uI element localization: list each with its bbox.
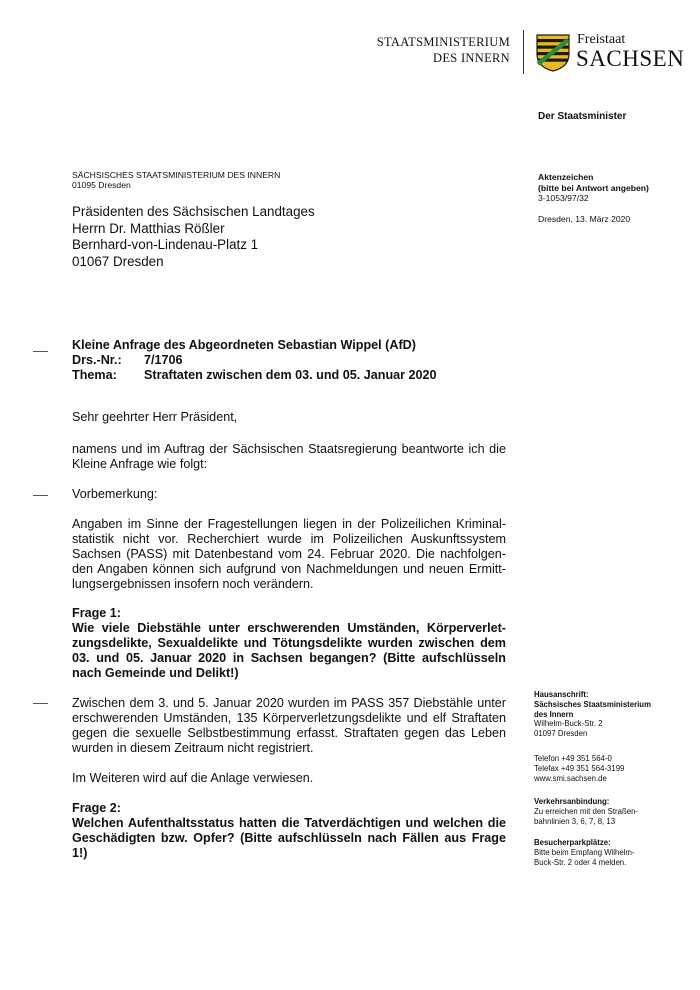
state-label-small: Freistaat [577,32,626,47]
fold-mark-1 [33,351,48,352]
minister-title: Der Staatsminister [538,111,627,122]
letter-date: Dresden, 13. März 2020 [538,214,631,224]
transport-block [534,797,664,826]
sender-address [72,170,280,190]
fold-mark-2 [33,495,48,496]
address-line-4: 01097 Dresden [534,729,588,739]
subject-block [72,338,437,383]
preliminary-text: Angaben im Sinne der Fragestellungen liegen in der Polizeilichen Kriminalstatistik nicht vor. Recherchiert wurde im Polizeilichen Auskunftssystem Sachsen (PASS) mit Datenbestand vom 24. Februar 2020. Die nachfolgenden Angaben können sich aufgrund von Nachmeldungen und neuen Ermittlungsergebnissen insofern noch verändern. [72,517,506,591]
recipient-line-2: Herrn Dr. Matthias Rößler [72,220,225,236]
ministry-line-1: STAATSMINISTERIUM [376,35,510,49]
header-divider [523,30,524,74]
transport-line-2: bahnlinien 3, 6, 7, 8, 13 [534,816,616,826]
recipient-line-3: Bernhard-von-Lindenau-Platz 1 [72,237,259,252]
reference-label-1: Aktenzeichen [538,172,594,182]
subject-drs-row [72,353,437,368]
ministry-name [377,34,510,66]
parking-label: Besucherparkplätze: [534,838,611,847]
address-label: Hausanschrift: [534,690,589,699]
subject-topic-row [72,368,437,383]
phone-number: Telefon +49 351 564-0 [534,754,612,763]
fax-number: Telefax +49 351 564-3199 [534,763,625,773]
recipient-address [72,204,315,270]
ministry-line-2: DES INNERN [433,51,510,65]
sender-line-2: 01095 Dresden [72,180,131,190]
address-line-3: Wilhelm-Buck-Str. 2 [534,719,603,729]
address-line-1: Sächsisches Staatsministerium [534,699,652,709]
drs-label: Drs.-Nr.: [72,353,122,367]
transport-line-1: Zu erreichen mit den Straßen- [534,806,639,816]
question-2-label: Frage 2: [72,801,121,815]
reference-label-2: (bitte bei Antwort angeben) [538,182,649,193]
recipient-line-1: Präsidenten des Sächsischen Landtages [72,204,315,219]
drs-value: 7/1706 [144,353,183,367]
question-1-text: Wie viele Diebstähle unter erschwerenden Umständen, Körperverletzungsdelikte, Sexualdelikte und Tötungsdelikte wurden zwischen dem 03. und 05. Januar 2020 in Sachsen begangen? (Bitte aufschlüsseln nach Gemeinde und Delikt!) [72,621,506,680]
parking-block [534,838,664,867]
reference-block [538,172,649,204]
annex-note: Im Weiteren wird auf die Anlage verwiesen. [72,771,314,785]
reference-number: 3-1053/97/32 [538,193,589,203]
question-1-label: Frage 1: [72,606,121,620]
salutation: Sehr geehrter Herr Präsident, [72,410,238,424]
sender-line-1: SÄCHSISCHES STAATSMINISTERIUM DES INNERN [72,170,281,180]
question-2-text: Welchen Aufenthaltsstatus hatten die Tatverdächtigen und welchen die Geschädigten bzw. Opfer? (Bitte aufschlüsseln nach Fällen aus Frage 1!) [72,816,506,860]
answer-1-text: Zwischen dem 3. und 5. Januar 2020 wurden im PASS 357 Diebstähle unter erschwerenden Umständen, 135 Körperverletzungsdelikte und elf Straftaten gegen die sexuelle Selbstbestimmung erfasst. Straftaten gegen das Leben wurden in diesem Zeitraum nicht registriert. [72,696,506,755]
saxony-crest-icon [536,34,570,72]
address-block [534,690,664,739]
parking-line-2: Buck-Str. 2 oder 4 melden. [534,857,627,867]
website[interactable]: www.smi.sachsen.de [534,773,607,783]
subject-title: Kleine Anfrage des Abgeordneten Sebastian Wippel (AfD) [72,338,416,352]
preliminary-label: Vorbemerkung: [72,487,158,501]
contact-block [534,754,664,783]
parking-line-1: Bitte beim Empfang Wilhelm- [534,847,635,857]
recipient-line-4: 01067 Dresden [72,253,164,269]
state-label-big: SACHSEN [576,46,685,71]
intro-paragraph: namens und im Auftrag der Sächsischen Staatsregierung beantworte ich die Kleine Anfrage wie folgt: [72,442,506,471]
address-line-2: des Innern [534,709,574,719]
transport-label: Verkehrsanbindung: [534,797,610,806]
fold-mark-3 [33,703,48,704]
topic-value: Straftaten zwischen dem 03. und 05. Januar 2020 [144,368,437,382]
topic-label: Thema: [72,368,117,382]
